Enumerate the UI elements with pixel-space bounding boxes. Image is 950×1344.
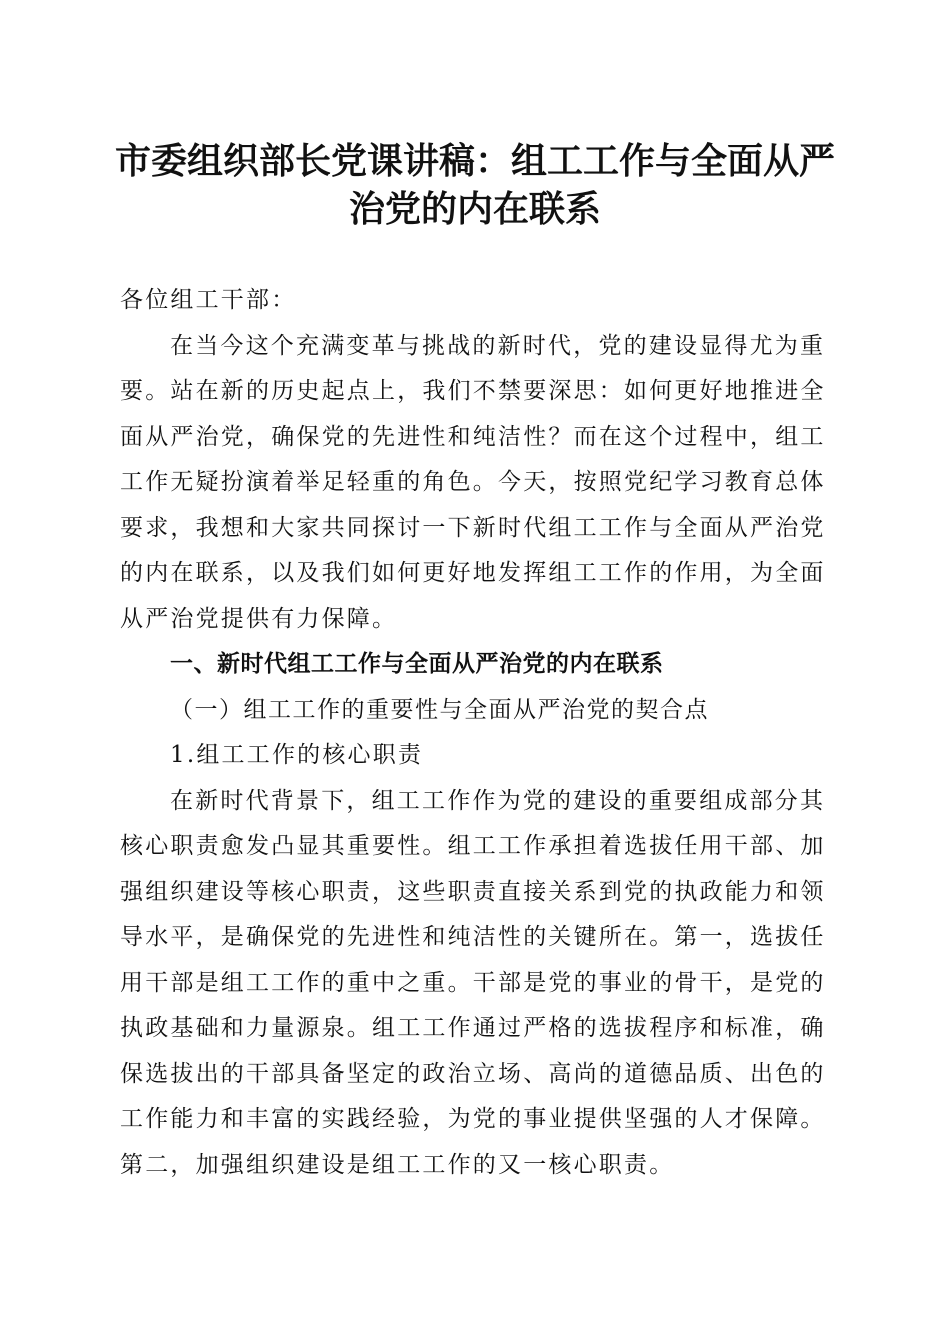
item-heading-1: 1.组工工作的核心职责 [170,742,424,768]
title-line-2: 治党的内在联系 [348,189,601,230]
greeting: 各位组工干部： [120,287,297,313]
title-line-1: 市委组织部长党课讲稿：组工工作与全面从严 [114,141,835,182]
body-paragraph-2: 在新时代背景下，组工工作作为党的建设的重要组成部分其核心职责愈发凸显其重要性。组工工作承担着选拔任用干部、加强组织建设等核心职责，这些职责直接关系到党的执政能力和领导水平，是确保党的先进性和纯洁性的关键所在。第一，选拔任用干部是组工工作的重中之重。干部是党的事业的骨干，是党的执政基础和力量源泉。组工工作通过严格的选拔程序和标准，确保选拔出的干部具备坚定的政治立场、高尚的道德品质、出色的工作能力和丰富的实践经验，为党的事业提供坚强的人才保障。第二，加强组织建设是组工工作的又一核心职责。 [120,787,826,1178]
document-title [100,138,850,234]
intro-paragraph: 在当今这个充满变革与挑战的新时代，党的建设显得尤为重要。站在新的历史起点上，我们不禁要深思：如何更好地推进全面从严治党，确保党的先进性和纯洁性？而在这个过程中，组工工作无疑扮演着举足轻重的角色。今天，按照党纪学习教育总体要求，我想和大家共同探讨一下新时代组工工作与全面从严治党的内在联系，以及我们如何更好地发挥组工工作的作用，为全面从严治党提供有力保障。 [120,332,826,632]
section-heading-1: 一、新时代组工工作与全面从严治党的内在联系 [170,651,664,677]
document-body [120,278,832,1188]
subsection-heading-1: （一）组工工作的重要性与全面从严治党的契合点 [170,696,709,723]
